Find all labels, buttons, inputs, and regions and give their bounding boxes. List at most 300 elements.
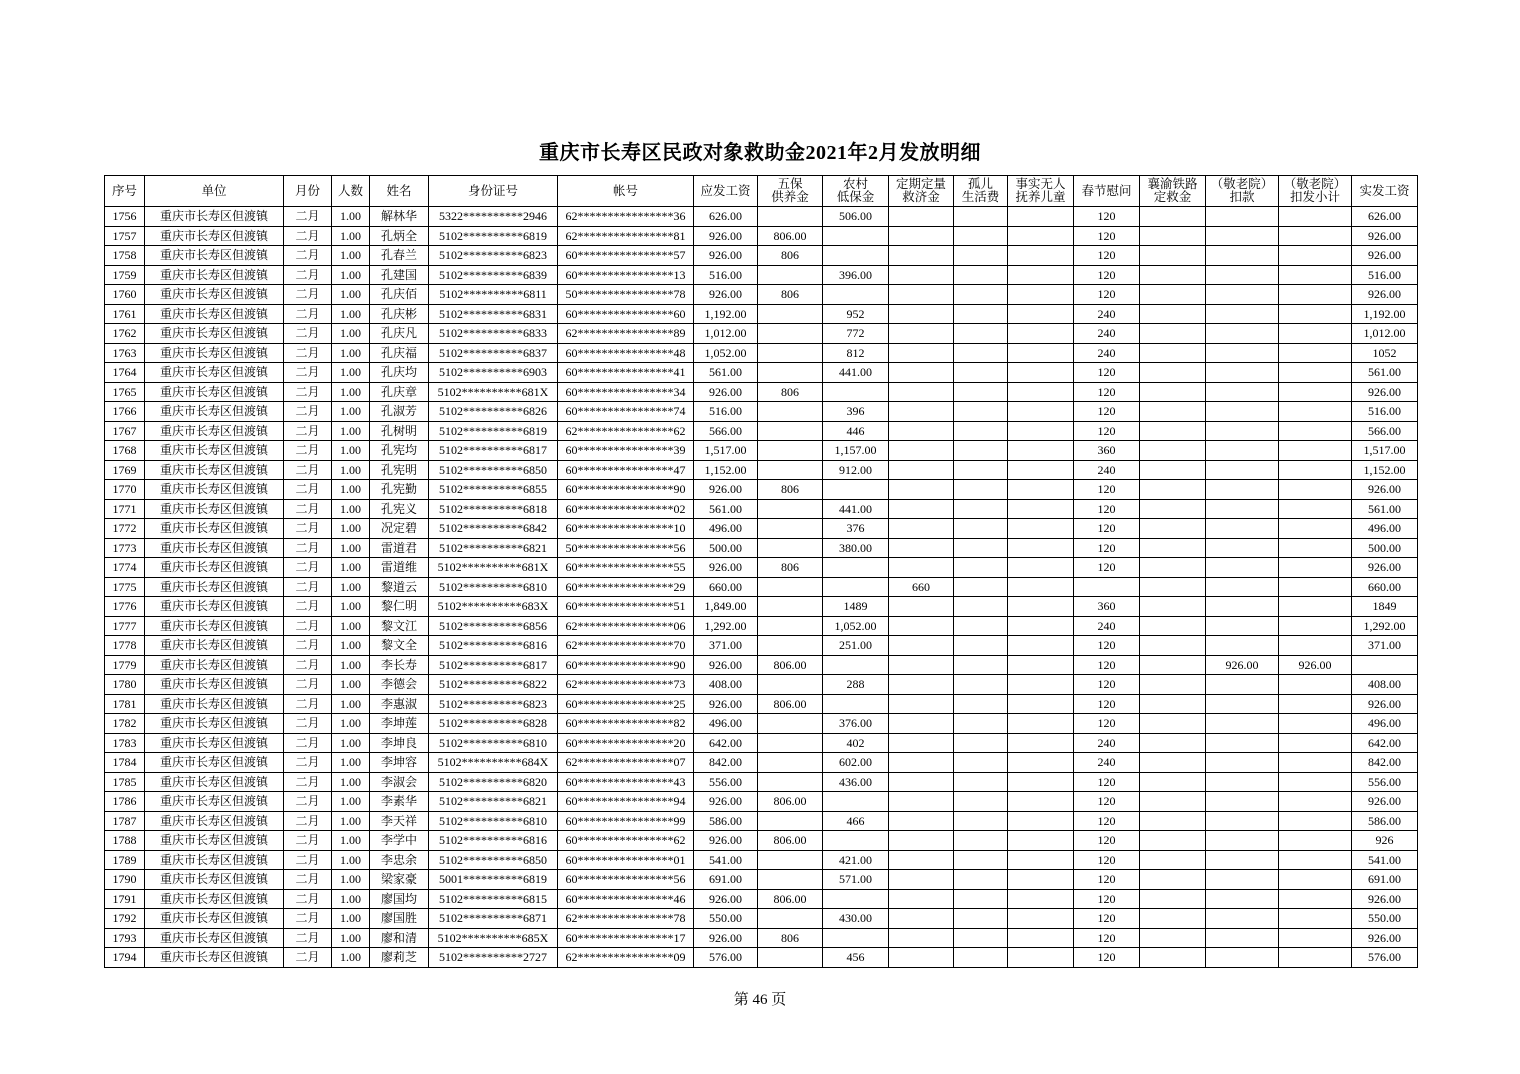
table-header xyxy=(105,176,1418,207)
cell-unit: 重庆市长寿区但渡镇 xyxy=(145,850,284,870)
cell-id-no: 5102**********6850 xyxy=(429,850,558,870)
cell-count: 1.00 xyxy=(332,343,370,363)
cell-seq: 1792 xyxy=(105,909,145,929)
cell-jly-xiaoji xyxy=(1279,460,1352,480)
cell-actual: 1,152.00 xyxy=(1352,460,1418,480)
cell-dingqi xyxy=(889,694,954,714)
cell-jly-xiaoji xyxy=(1279,382,1352,402)
cell-id-no: 5102**********6871 xyxy=(429,909,558,929)
cell-count: 1.00 xyxy=(332,460,370,480)
cell-count: 1.00 xyxy=(332,519,370,539)
cell-seq: 1788 xyxy=(105,831,145,851)
cell-shishi xyxy=(1008,909,1074,929)
cell-payable: 642.00 xyxy=(694,733,758,753)
cell-count: 1.00 xyxy=(332,928,370,948)
cell-seq: 1765 xyxy=(105,382,145,402)
cell-count: 1.00 xyxy=(332,870,370,890)
cell-guer xyxy=(954,226,1008,246)
cell-count: 1.00 xyxy=(332,558,370,578)
table-row xyxy=(105,246,1418,266)
cell-guer xyxy=(954,558,1008,578)
cell-seq: 1774 xyxy=(105,558,145,578)
table-row xyxy=(105,714,1418,734)
cell-account: 60****************29 xyxy=(558,577,694,597)
cell-name: 况定碧 xyxy=(370,519,429,539)
cell-account: 60****************55 xyxy=(558,558,694,578)
cell-id-no: 5102**********6823 xyxy=(429,246,558,266)
cell-unit: 重庆市长寿区但渡镇 xyxy=(145,382,284,402)
cell-chunjie: 360 xyxy=(1074,441,1140,461)
cell-account: 50****************78 xyxy=(558,285,694,305)
cell-xiangyu xyxy=(1140,889,1206,909)
cell-shishi xyxy=(1008,207,1074,227)
cell-xiangyu xyxy=(1140,382,1206,402)
cell-seq: 1779 xyxy=(105,655,145,675)
cell-xiangyu xyxy=(1140,246,1206,266)
cell-account: 60****************10 xyxy=(558,519,694,539)
cell-unit: 重庆市长寿区但渡镇 xyxy=(145,694,284,714)
cell-payable: 926.00 xyxy=(694,694,758,714)
cell-unit: 重庆市长寿区但渡镇 xyxy=(145,870,284,890)
cell-jly-xiaoji xyxy=(1279,402,1352,422)
cell-jly-kouk xyxy=(1206,772,1279,792)
cell-jly-kouk xyxy=(1206,675,1279,695)
cell-id-no: 5102**********6820 xyxy=(429,772,558,792)
header-label-line: 生活费 xyxy=(961,190,1000,204)
cell-month: 二月 xyxy=(284,285,332,305)
cell-name: 孔庆福 xyxy=(370,343,429,363)
cell-account: 62****************07 xyxy=(558,753,694,773)
cell-name: 孔庆均 xyxy=(370,363,429,383)
cell-seq: 1782 xyxy=(105,714,145,734)
cell-name: 孔庆彬 xyxy=(370,304,429,324)
cell-count: 1.00 xyxy=(332,733,370,753)
cell-unit: 重庆市长寿区但渡镇 xyxy=(145,928,284,948)
cell-name: 孔淑芳 xyxy=(370,402,429,422)
cell-jly-xiaoji xyxy=(1279,558,1352,578)
cell-xiangyu xyxy=(1140,480,1206,500)
table-row xyxy=(105,597,1418,617)
cell-seq: 1770 xyxy=(105,480,145,500)
cell-dibao xyxy=(823,655,889,675)
cell-dingqi xyxy=(889,343,954,363)
cell-guer xyxy=(954,519,1008,539)
cell-actual: 926.00 xyxy=(1352,928,1418,948)
cell-actual: 496.00 xyxy=(1352,714,1418,734)
cell-month: 二月 xyxy=(284,480,332,500)
cell-guer xyxy=(954,324,1008,344)
cell-actual: 660.00 xyxy=(1352,577,1418,597)
cell-id-no: 5102**********6817 xyxy=(429,655,558,675)
cell-seq: 1781 xyxy=(105,694,145,714)
cell-month: 二月 xyxy=(284,460,332,480)
cell-dibao: 441.00 xyxy=(823,363,889,383)
cell-jly-xiaoji xyxy=(1279,421,1352,441)
cell-xiangyu xyxy=(1140,519,1206,539)
cell-count: 1.00 xyxy=(332,382,370,402)
cell-seq: 1760 xyxy=(105,285,145,305)
table-row xyxy=(105,909,1418,929)
cell-count: 1.00 xyxy=(332,792,370,812)
cell-month: 二月 xyxy=(284,948,332,968)
cell-chunjie: 120 xyxy=(1074,246,1140,266)
cell-payable: 556.00 xyxy=(694,772,758,792)
cell-jly-xiaoji xyxy=(1279,226,1352,246)
cell-jly-kouk xyxy=(1206,402,1279,422)
header-label-line: 春节慰问 xyxy=(1081,183,1132,198)
table-row xyxy=(105,226,1418,246)
cell-guer xyxy=(954,694,1008,714)
cell-jly-kouk xyxy=(1206,558,1279,578)
cell-id-no: 5102**********6819 xyxy=(429,226,558,246)
cell-account: 60****************01 xyxy=(558,850,694,870)
cell-name: 李惠淑 xyxy=(370,694,429,714)
cell-dingqi xyxy=(889,207,954,227)
cell-month: 二月 xyxy=(284,831,332,851)
cell-shishi xyxy=(1008,597,1074,617)
cell-actual: 550.00 xyxy=(1352,909,1418,929)
cell-account: 60****************48 xyxy=(558,343,694,363)
cell-seq: 1766 xyxy=(105,402,145,422)
cell-count: 1.00 xyxy=(332,597,370,617)
cell-seq: 1778 xyxy=(105,636,145,656)
cell-dingqi xyxy=(889,870,954,890)
cell-month: 二月 xyxy=(284,889,332,909)
cell-dibao: 436.00 xyxy=(823,772,889,792)
cell-xiangyu xyxy=(1140,909,1206,929)
cell-guer xyxy=(954,616,1008,636)
cell-count: 1.00 xyxy=(332,285,370,305)
cell-name: 梁家豪 xyxy=(370,870,429,890)
cell-dingqi xyxy=(889,402,954,422)
cell-account: 62****************78 xyxy=(558,909,694,929)
cell-jly-kouk xyxy=(1206,499,1279,519)
cell-month: 二月 xyxy=(284,538,332,558)
cell-jly-kouk xyxy=(1206,811,1279,831)
cell-guer xyxy=(954,772,1008,792)
cell-payable: 1,152.00 xyxy=(694,460,758,480)
cell-seq: 1769 xyxy=(105,460,145,480)
cell-guer xyxy=(954,733,1008,753)
table-row xyxy=(105,460,1418,480)
header-label-line: 供养金 xyxy=(771,190,809,204)
cell-jly-kouk xyxy=(1206,577,1279,597)
cell-xiangyu xyxy=(1140,499,1206,519)
cell-unit: 重庆市长寿区但渡镇 xyxy=(145,499,284,519)
cell-seq: 1780 xyxy=(105,675,145,695)
cell-name: 雷道维 xyxy=(370,558,429,578)
cell-xiangyu xyxy=(1140,714,1206,734)
cell-guer xyxy=(954,343,1008,363)
cell-wubao xyxy=(758,343,823,363)
cell-account: 60****************43 xyxy=(558,772,694,792)
cell-chunjie: 120 xyxy=(1074,772,1140,792)
cell-wubao xyxy=(758,753,823,773)
cell-seq: 1758 xyxy=(105,246,145,266)
header-label-line: 农村 xyxy=(842,177,868,191)
cell-dingqi xyxy=(889,675,954,695)
cell-month: 二月 xyxy=(284,226,332,246)
cell-name: 孔炳全 xyxy=(370,226,429,246)
cell-chunjie: 360 xyxy=(1074,597,1140,617)
cell-id-no: 5102**********6839 xyxy=(429,265,558,285)
cell-actual: 1052 xyxy=(1352,343,1418,363)
cell-jly-xiaoji xyxy=(1279,928,1352,948)
cell-jly-xiaoji xyxy=(1279,948,1352,968)
cell-shishi xyxy=(1008,558,1074,578)
cell-dibao: 456 xyxy=(823,948,889,968)
cell-xiangyu xyxy=(1140,948,1206,968)
cell-wubao: 806.00 xyxy=(758,226,823,246)
header-label-line: 实发工资 xyxy=(1359,183,1410,198)
cell-account: 60****************51 xyxy=(558,597,694,617)
cell-wubao: 806 xyxy=(758,480,823,500)
header-label-line: 救济金 xyxy=(902,190,940,204)
cell-wubao xyxy=(758,636,823,656)
cell-actual: 371.00 xyxy=(1352,636,1418,656)
cell-actual: 926.00 xyxy=(1352,694,1418,714)
cell-jly-xiaoji xyxy=(1279,363,1352,383)
cell-unit: 重庆市长寿区但渡镇 xyxy=(145,538,284,558)
cell-shishi xyxy=(1008,636,1074,656)
cell-dibao: 466 xyxy=(823,811,889,831)
cell-name: 孔庆佰 xyxy=(370,285,429,305)
cell-actual: 926.00 xyxy=(1352,792,1418,812)
cell-shishi xyxy=(1008,675,1074,695)
cell-xiangyu xyxy=(1140,655,1206,675)
cell-shishi xyxy=(1008,265,1074,285)
cell-seq: 1793 xyxy=(105,928,145,948)
cell-account: 60****************94 xyxy=(558,792,694,812)
cell-xiangyu xyxy=(1140,226,1206,246)
cell-dingqi xyxy=(889,285,954,305)
cell-month: 二月 xyxy=(284,441,332,461)
cell-shishi xyxy=(1008,304,1074,324)
table-row xyxy=(105,870,1418,890)
table-row xyxy=(105,577,1418,597)
cell-name: 孔建国 xyxy=(370,265,429,285)
cell-jly-kouk xyxy=(1206,538,1279,558)
cell-id-no: 5102**********6818 xyxy=(429,499,558,519)
table-row xyxy=(105,558,1418,578)
table-body xyxy=(105,207,1418,968)
header-label-line: 身份证号 xyxy=(467,183,518,198)
table-row xyxy=(105,655,1418,675)
cell-actual: 926.00 xyxy=(1352,246,1418,266)
cell-seq: 1790 xyxy=(105,870,145,890)
cell-shishi xyxy=(1008,655,1074,675)
cell-shishi xyxy=(1008,792,1074,812)
header-unit xyxy=(145,176,284,207)
cell-shishi xyxy=(1008,948,1074,968)
cell-wubao xyxy=(758,870,823,890)
cell-unit: 重庆市长寿区但渡镇 xyxy=(145,207,284,227)
cell-unit: 重庆市长寿区但渡镇 xyxy=(145,460,284,480)
cell-dingqi xyxy=(889,636,954,656)
cell-wubao: 806.00 xyxy=(758,889,823,909)
cell-shishi xyxy=(1008,616,1074,636)
cell-unit: 重庆市长寿区但渡镇 xyxy=(145,441,284,461)
cell-jly-kouk xyxy=(1206,694,1279,714)
header-dibao xyxy=(823,176,889,207)
cell-chunjie: 120 xyxy=(1074,480,1140,500)
cell-jly-xiaoji xyxy=(1279,909,1352,929)
cell-shishi xyxy=(1008,363,1074,383)
cell-jly-xiaoji xyxy=(1279,811,1352,831)
cell-id-no: 5322**********2946 xyxy=(429,207,558,227)
cell-guer xyxy=(954,285,1008,305)
cell-count: 1.00 xyxy=(332,694,370,714)
cell-count: 1.00 xyxy=(332,577,370,597)
cell-unit: 重庆市长寿区但渡镇 xyxy=(145,226,284,246)
cell-wubao xyxy=(758,714,823,734)
cell-dibao: 602.00 xyxy=(823,753,889,773)
cell-name: 李坤莲 xyxy=(370,714,429,734)
cell-wubao: 806 xyxy=(758,928,823,948)
cell-unit: 重庆市长寿区但渡镇 xyxy=(145,616,284,636)
cell-dibao: 251.00 xyxy=(823,636,889,656)
cell-xiangyu xyxy=(1140,597,1206,617)
cell-month: 二月 xyxy=(284,558,332,578)
cell-dibao: 1489 xyxy=(823,597,889,617)
header-count xyxy=(332,176,370,207)
cell-month: 二月 xyxy=(284,577,332,597)
cell-id-no: 5102**********6823 xyxy=(429,694,558,714)
cell-id-no: 5102**********6856 xyxy=(429,616,558,636)
cell-month: 二月 xyxy=(284,928,332,948)
table-row xyxy=(105,811,1418,831)
cell-payable: 1,849.00 xyxy=(694,597,758,617)
cell-guer xyxy=(954,480,1008,500)
cell-jly-kouk xyxy=(1206,948,1279,968)
cell-xiangyu xyxy=(1140,460,1206,480)
cell-dibao xyxy=(823,285,889,305)
cell-xiangyu xyxy=(1140,870,1206,890)
cell-chunjie: 120 xyxy=(1074,519,1140,539)
cell-count: 1.00 xyxy=(332,265,370,285)
document-title: 重庆市长寿区民政对象救助金2021年2月发放明细 xyxy=(539,142,981,164)
cell-account: 60****************41 xyxy=(558,363,694,383)
cell-chunjie: 120 xyxy=(1074,675,1140,695)
cell-jly-xiaoji xyxy=(1279,499,1352,519)
cell-guer xyxy=(954,928,1008,948)
cell-chunjie: 120 xyxy=(1074,226,1140,246)
cell-count: 1.00 xyxy=(332,772,370,792)
cell-jly-kouk xyxy=(1206,480,1279,500)
cell-wubao xyxy=(758,519,823,539)
cell-account: 62****************89 xyxy=(558,324,694,344)
table-row xyxy=(105,324,1418,344)
cell-jly-kouk xyxy=(1206,441,1279,461)
header-label-line: （敬老院） xyxy=(1283,177,1347,191)
cell-account: 60****************39 xyxy=(558,441,694,461)
cell-jly-xiaoji xyxy=(1279,850,1352,870)
table-row xyxy=(105,402,1418,422)
cell-guer xyxy=(954,460,1008,480)
header-label-line: 应发工资 xyxy=(700,183,751,198)
cell-actual: 926.00 xyxy=(1352,226,1418,246)
cell-account: 62****************06 xyxy=(558,616,694,636)
cell-dibao: 376 xyxy=(823,519,889,539)
cell-jly-kouk xyxy=(1206,733,1279,753)
cell-jly-kouk xyxy=(1206,909,1279,929)
cell-guer xyxy=(954,831,1008,851)
cell-unit: 重庆市长寿区但渡镇 xyxy=(145,811,284,831)
cell-chunjie: 120 xyxy=(1074,870,1140,890)
cell-id-no: 5102**********6833 xyxy=(429,324,558,344)
cell-actual: 642.00 xyxy=(1352,733,1418,753)
cell-jly-xiaoji xyxy=(1279,616,1352,636)
cell-jly-xiaoji xyxy=(1279,831,1352,851)
cell-unit: 重庆市长寿区但渡镇 xyxy=(145,948,284,968)
cell-name: 黎仁明 xyxy=(370,597,429,617)
cell-wubao xyxy=(758,304,823,324)
cell-dingqi xyxy=(889,811,954,831)
cell-id-no: 5102**********6828 xyxy=(429,714,558,734)
cell-name: 孔庆章 xyxy=(370,382,429,402)
cell-id-no: 5102**********6831 xyxy=(429,304,558,324)
cell-xiangyu xyxy=(1140,831,1206,851)
table-row xyxy=(105,850,1418,870)
table-row xyxy=(105,694,1418,714)
cell-guer xyxy=(954,207,1008,227)
cell-unit: 重庆市长寿区但渡镇 xyxy=(145,889,284,909)
cell-guer xyxy=(954,655,1008,675)
cell-name: 廖莉芝 xyxy=(370,948,429,968)
cell-account: 60****************25 xyxy=(558,694,694,714)
header-wubao xyxy=(758,176,823,207)
header-jly-xiaoji xyxy=(1279,176,1352,207)
cell-month: 二月 xyxy=(284,519,332,539)
cell-account: 60****************34 xyxy=(558,382,694,402)
cell-name: 李淑会 xyxy=(370,772,429,792)
cell-dingqi xyxy=(889,304,954,324)
cell-dingqi xyxy=(889,441,954,461)
header-row xyxy=(105,176,1418,207)
cell-shishi xyxy=(1008,889,1074,909)
cell-jly-kouk xyxy=(1206,889,1279,909)
header-dingqi xyxy=(889,176,954,207)
cell-jly-kouk xyxy=(1206,265,1279,285)
cell-chunjie: 120 xyxy=(1074,421,1140,441)
cell-xiangyu xyxy=(1140,324,1206,344)
cell-id-no: 5102**********6810 xyxy=(429,733,558,753)
cell-wubao xyxy=(758,207,823,227)
cell-count: 1.00 xyxy=(332,421,370,441)
cell-actual: 516.00 xyxy=(1352,265,1418,285)
cell-jly-xiaoji xyxy=(1279,519,1352,539)
cell-dingqi xyxy=(889,753,954,773)
cell-unit: 重庆市长寿区但渡镇 xyxy=(145,265,284,285)
cell-jly-kouk xyxy=(1206,870,1279,890)
cell-month: 二月 xyxy=(284,304,332,324)
relief-payment-table xyxy=(104,175,1418,968)
cell-name: 廖和清 xyxy=(370,928,429,948)
cell-unit: 重庆市长寿区但渡镇 xyxy=(145,714,284,734)
table-row xyxy=(105,772,1418,792)
header-actual xyxy=(1352,176,1418,207)
cell-wubao: 806.00 xyxy=(758,655,823,675)
cell-guer xyxy=(954,363,1008,383)
cell-jly-kouk xyxy=(1206,597,1279,617)
cell-wubao xyxy=(758,597,823,617)
cell-count: 1.00 xyxy=(332,324,370,344)
cell-shishi xyxy=(1008,460,1074,480)
cell-dingqi xyxy=(889,948,954,968)
cell-jly-kouk xyxy=(1206,792,1279,812)
cell-id-no: 5102**********6811 xyxy=(429,285,558,305)
cell-unit: 重庆市长寿区但渡镇 xyxy=(145,343,284,363)
